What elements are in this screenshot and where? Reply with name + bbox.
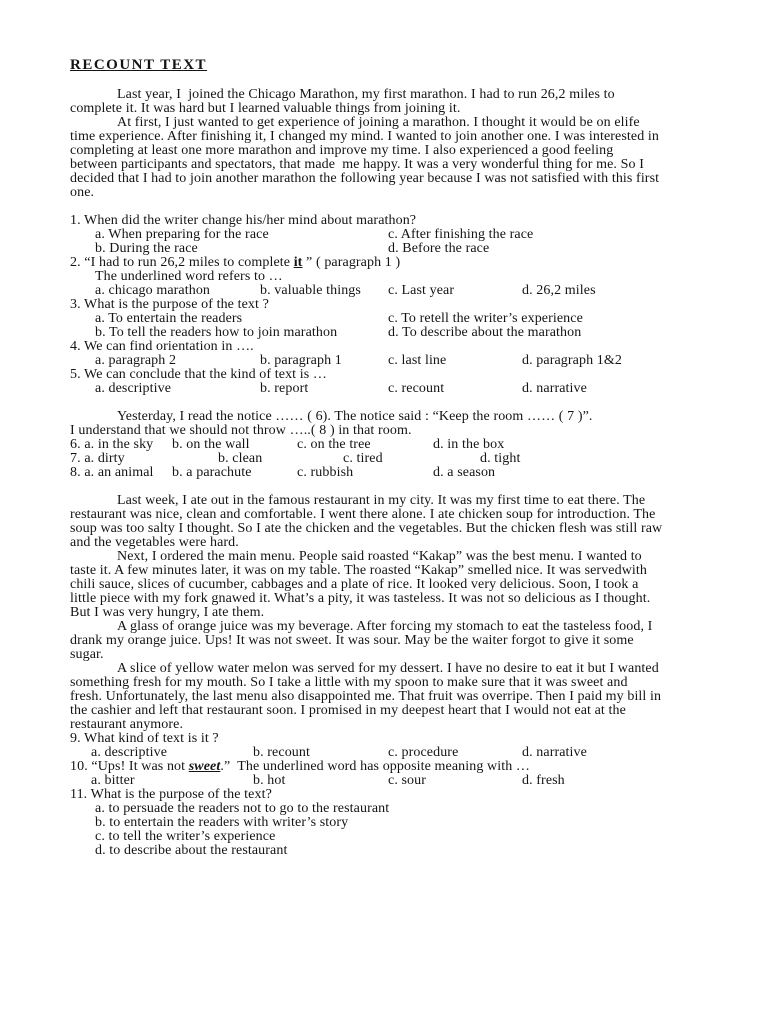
question-2-stem-text: ” ( paragraph 1 ) [302, 255, 401, 270]
question-2-underlined-word: it [293, 255, 303, 270]
q1-option-a: a. When preparing for the race [95, 227, 269, 242]
passage-line: one. [70, 185, 95, 200]
q8-option-c: c. rubbish [297, 465, 354, 480]
question-5-stem: 5. We can conclude that the kind of text is … [70, 367, 327, 382]
question-2-options-row [70, 284, 710, 298]
q2-option-d: d. 26,2 miles [522, 283, 596, 298]
q9-option-a: a. descriptive [91, 745, 168, 760]
question-2-prompt: The underlined word refers to … [95, 269, 283, 284]
passage-line: completing at least one more marathon and improve my time. I also experienced a good feeling [70, 143, 614, 158]
question-1-stem: 1. When did the writer change his/her mind about marathon? [70, 213, 417, 228]
q3-option-a: a. To entertain the readers [95, 311, 243, 326]
q10-option-c: c. sour [388, 773, 427, 788]
notice-questions [70, 438, 710, 480]
q11-option-d: d. to describe about the restaurant [95, 843, 288, 858]
q11-option-a: a. to persuade the readers not to go to the restaurant [95, 801, 390, 816]
worksheet-body [70, 88, 710, 858]
question-10-stem [70, 760, 710, 774]
q9-option-c: c. procedure [388, 745, 459, 760]
question-9-stem: 9. What kind of text is it ? [70, 731, 219, 746]
q2-option-c: c. Last year [388, 283, 455, 298]
q9-option-b: b. recount [253, 745, 310, 760]
q5-option-a: a. descriptive [95, 381, 172, 396]
question-8-row [70, 466, 710, 480]
q8-option-b: b. a parachute [172, 465, 252, 480]
passage-line: time experience. After finishing it, I changed my mind. I wanted to join another one. I was interested in [70, 129, 659, 144]
q7-option-d: d. tight [480, 451, 521, 466]
q5-option-b: b. report [260, 381, 309, 396]
question-10-options-row [70, 774, 710, 788]
question-1-options-row [70, 242, 710, 256]
q6-option-b: b. on the wall [172, 437, 250, 452]
q10-option-a: a. bitter [91, 773, 135, 788]
question-number: 7. [70, 451, 81, 466]
passage-line: the cashier and left that restaurant soon. I promised in my deepest heart that I would not eat at the [70, 703, 626, 718]
passage-line: Last year, I joined the Chicago Marathon, my first marathon. I had to run 26,2 miles to [117, 87, 615, 102]
passage-line: sugar. [70, 647, 104, 662]
question-number: 8. [70, 465, 81, 480]
option-text: a. an animal [84, 465, 154, 480]
passage-line: chili sauce, slices of cucumber, cabbages and a plate of rice. It looked very delicious. Soon, I took a [70, 577, 639, 592]
passage-line: soup was too salty I thought. So I ate the chicken and the vegetables. But the chicken flesh was still raw [70, 521, 663, 536]
passage-line: and the vegetables were hard. [70, 535, 239, 550]
document-title: RECOUNT TEXT [70, 57, 208, 73]
passage-line: fresh. Unfortunately, the last menu also disappointed me. That fruit was overripe. Then I paid my bill in [70, 689, 662, 704]
marathon-passage [70, 88, 710, 200]
question-3-stem: 3. What is the purpose of the text ? [70, 297, 269, 312]
passage-line: A glass of orange juice was my beverage. After forcing my stomach to eat the tasteless food, I [117, 619, 653, 634]
option-text: a. dirty [84, 451, 125, 466]
question-9-options-row [70, 746, 710, 760]
passage-line: taste it. A few minutes later, it was on my table. The roasted “Kakap” smelled nice. It was servedwith [70, 563, 647, 578]
question-10-stem-text: .” The underlined word has opposite meaning with … [220, 759, 531, 774]
q4-option-d: d. paragraph 1&2 [522, 353, 622, 368]
q1-option-c: c. After finishing the race [388, 227, 534, 242]
blank-line [70, 200, 710, 214]
notice-passage [70, 410, 710, 438]
passage-line: something fresh for my mouth. So I take a little with my spoon to make sure that it was sweet and [70, 675, 628, 690]
q11-option-b: b. to entertain the readers with writer’s story [95, 815, 349, 830]
q5-option-c: c. recount [388, 381, 445, 396]
passage-line: restaurant was nice, clean and comfortable. I went there alone. I ate chicken soup for introduction. The [70, 507, 656, 522]
q11-option-c: c. to tell the writer’s experience [95, 829, 276, 844]
passage-line: But I was very hungry, I ate them. [70, 605, 265, 620]
q4-option-c: c. last line [388, 353, 447, 368]
blank-line [70, 396, 710, 410]
question-7-row [70, 452, 710, 466]
q6-option-c: c. on the tree [297, 437, 371, 452]
q8-option-a [70, 466, 154, 480]
passage-line: complete it. It was hard but I learned valuable things from joining it. [70, 101, 461, 116]
question-10-stem-text: 10. “Ups! It was not [70, 759, 189, 774]
restaurant-questions [70, 732, 710, 858]
passage-line: drank my orange juice. Ups! It was not sweet. It was sour. May be the waiter forgot to give it some [70, 633, 634, 648]
q3-option-c: c. To retell the writer’s experience [388, 311, 583, 326]
passage-line: A slice of yellow water melon was served for my dessert. I have no desire to eat it but I wanted [117, 661, 659, 676]
question-6-row [70, 438, 710, 452]
question-4-stem: 4. We can find orientation in …. [70, 339, 254, 354]
q7-option-c: c. tired [343, 451, 383, 466]
passage-line: restaurant anymore. [70, 717, 184, 732]
restaurant-passage [70, 494, 710, 732]
q3-option-d: d. To describe about the marathon [388, 325, 582, 340]
passage-line: Last week, I ate out in the famous restaurant in my city. It was my first time to eat there. The [117, 493, 646, 508]
q5-option-d: d. narrative [522, 381, 587, 396]
question-3-options-row [70, 326, 710, 340]
q6-option-a [70, 438, 153, 452]
question-10-underlined-word: sweet [188, 759, 221, 774]
q4-option-a: a. paragraph 2 [95, 353, 177, 368]
passage-line: between participants and spectators, that made me happy. It was a very wonderful thing for me. So I [70, 157, 644, 172]
q9-option-d: d. narrative [522, 745, 587, 760]
q7-option-a [70, 452, 125, 466]
blank-line [70, 480, 710, 494]
passage-line: Next, I ordered the main menu. People said roasted “Kakap” was the best menu. I wanted to [117, 549, 642, 564]
q4-option-b: b. paragraph 1 [260, 353, 342, 368]
passage-line: At first, I just wanted to get experience of joining a marathon. I thought it would be on elife [117, 115, 640, 130]
passage-line: decided that I had to join another marathon the following year because I was not satisfied with this first [70, 171, 660, 186]
q1-option-d: d. Before the race [388, 241, 490, 256]
marathon-questions [70, 214, 710, 396]
passage-line: little piece with my fork gnawed it. What’s a pity, it was tasteless. It was not so delicious as I thought. [70, 591, 651, 606]
q10-option-b: b. hot [253, 773, 286, 788]
q1-option-b: b. During the race [95, 241, 198, 256]
question-4-options-row [70, 354, 710, 368]
q7-option-b: b. clean [218, 451, 263, 466]
question-5-options-row [70, 382, 710, 396]
question-number: 6. [70, 437, 81, 452]
passage-line: Yesterday, I read the notice …… ( 6). The notice said : “Keep the room …… ( 7 )”. [117, 409, 593, 424]
q2-option-a: a. chicago marathon [95, 283, 211, 298]
q3-option-b: b. To tell the readers how to join marathon [95, 325, 338, 340]
question-2-stem-text: 2. “I had to run 26,2 miles to complete [70, 255, 294, 270]
q2-option-b: b. valuable things [260, 283, 361, 298]
q8-option-d: d. a season [433, 465, 496, 480]
question-2-stem [70, 256, 710, 270]
question-3-options-row [70, 312, 710, 326]
passage-line: I understand that we should not throw …..( 8 ) in that room. [70, 423, 412, 438]
q10-option-d: d. fresh [522, 773, 565, 788]
question-11-stem: 11. What is the purpose of the text? [70, 787, 272, 802]
option-text: a. in the sky [84, 437, 154, 452]
q6-option-d: d. in the box [433, 437, 505, 452]
question-1-options-row [70, 228, 710, 242]
